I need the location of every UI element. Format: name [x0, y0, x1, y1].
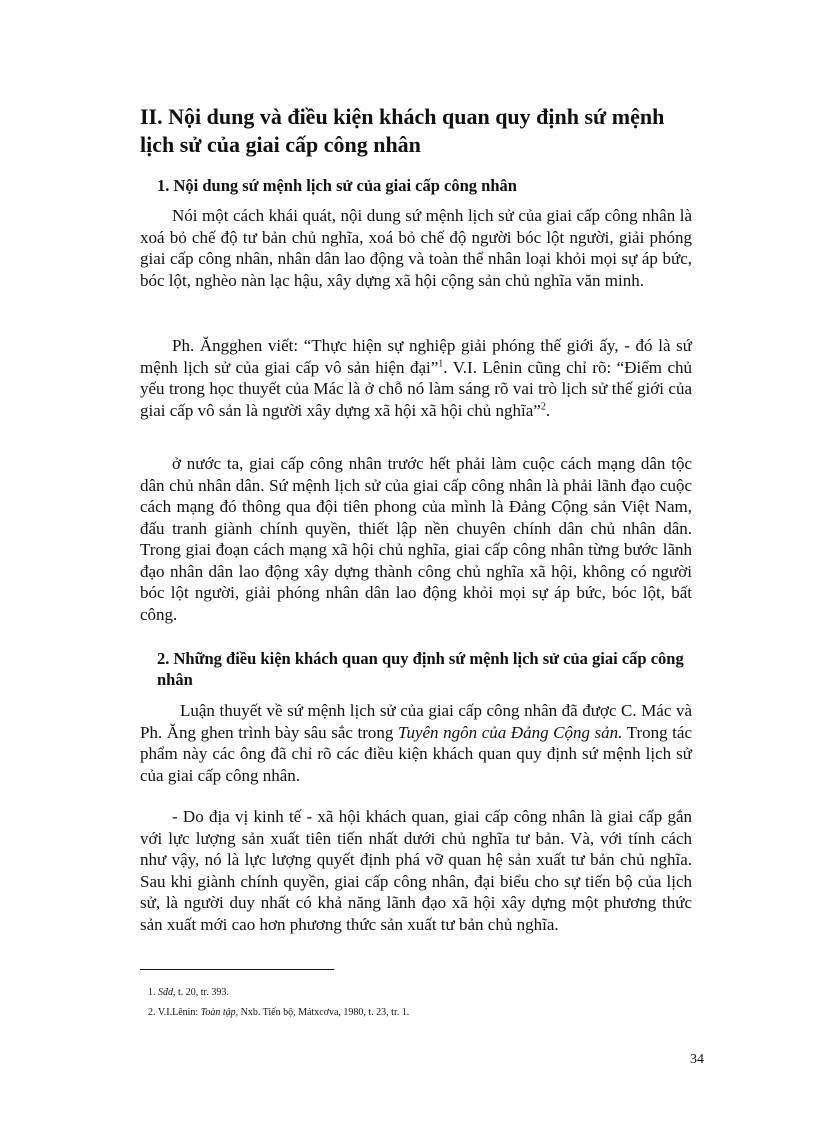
footnote-2-number: 2.	[148, 1007, 156, 1018]
subsection-heading-1: 1. Nội dung sứ mệnh lịch sử của giai cấp công nhân	[157, 176, 517, 195]
footnote-2-text: Nxb. Tiến bộ, Mátxcơva, 1980, t. 23, tr. 1.	[238, 1007, 410, 1018]
footnote-divider	[140, 969, 334, 970]
paragraph-1: Nói một cách khái quát, nội dung sứ mệnh lịch sử của giai cấp công nhân là xoá bỏ chế độ tư bản chủ nghĩa, xoá bỏ chế độ người bóc lột người, giải phóng giai cấp công nhân, nhân dân lao động và toàn thể nhân loại khỏi mọi sự áp bức, bóc lột, nghèo nàn lạc hậu, xây dựng xã hội cộng sản chủ nghĩa văn minh.	[140, 206, 692, 290]
section-heading: II. Nội dung và điều kiện khách quan quy định sứ mệnh lịch sử của giai cấp công nhân	[140, 104, 665, 157]
paragraph-3: ở nước ta, giai cấp công nhân trước hết phải làm cuộc cách mạng dân tộc dân chủ nhân dân. Sứ mệnh lịch sử của giai cấp công nhân là phải lãnh đạo cuộc cách mạng đó thông qua đội tiên phong của mình là Đảng Cộng sản Việt Nam, đấu tranh giành chính quyền, thiết lập nền chuyên chính dân chủ nhân dân. Trong giai đoạn cách mạng xã hội chủ nghĩa, giai cấp công nhân từng bước lãnh đạo nhân dân lao động xây dựng thành công chủ nghĩa xã hội, không có người bóc lột người, giải phóng nhân dân lao động khỏi mọi sự áp bức, bóc lột, bất công.	[140, 454, 692, 624]
footnote-1-source: Sđd,	[158, 987, 176, 998]
paragraph-2	[140, 335, 692, 421]
footnote-1-number: 1.	[148, 987, 156, 998]
footnote-ref-1: 1	[438, 357, 444, 369]
paragraph-4-text-a: Luận thuyết về sứ mệnh lịch sử của giai cấp công nhân đã được C. Mác và Ph. Ăng ghen trình bày sâu sắc trong	[140, 701, 692, 742]
footnote-2-source: Toàn tập,	[200, 1007, 239, 1018]
paragraph-4-text-b: Trong tác phẩm này các ông đã chỉ rõ các điều kiện khách quan quy định sứ mệnh lịch sử của giai cấp công nhân.	[140, 722, 692, 785]
subsection-heading-2: 2. Những điều kiện khách quan quy định sứ mệnh lịch sử của giai cấp công nhân	[157, 649, 684, 689]
paragraph-4	[140, 700, 692, 786]
footnote-1-text: t. 20, tr. 393.	[175, 987, 229, 998]
footnote-1	[148, 986, 229, 999]
book-title: Tuyên ngôn của Đảng Cộng sản.	[397, 722, 623, 742]
paragraph-2-text-b: . V.I. Lênin cũng chỉ rõ: “Điểm chủ yếu trong học thuyết của Mác là ở chỗ nó làm sáng rõ vai trò lịch sử thế giới của giai cấp vô sản là người xây dựng xã hội xã hội chủ nghĩa”	[140, 357, 692, 420]
paragraph-5: - Do địa vị kinh tế - xã hội khách quan, giai cấp công nhân là giai cấp gắn với lực lượng sản xuất tiên tiến nhất dưới chủ nghĩa tư bản. Và, với tính cách như vậy, nó là lực lượng quyết định phá vỡ quan hệ sản xuất tư bản chủ nghĩa. Sau khi giành chính quyền, giai cấp công nhân, đại biểu cho sự tiến bộ của lịch sử, là người duy nhất có khả năng lãnh đạo xã hội xây dựng một phương thức sản xuất mới cao hơn phương thức sản xuất tư bản chủ nghĩa.	[140, 807, 692, 934]
paragraph-2-text-c: .	[545, 400, 551, 420]
page-number: 34	[690, 1052, 704, 1067]
footnote-ref-2: 2	[540, 400, 546, 412]
paragraph-2-text-a: Ph. Ăngghen viết: “Thực hiện sự nghiệp giải phóng thế giới ấy, - đó là sứ mệnh lịch sử của giai cấp vô sản hiện đại”	[140, 336, 692, 377]
footnote-2	[148, 1006, 409, 1019]
footnote-2-author: V.I.Lênin:	[155, 1007, 201, 1018]
